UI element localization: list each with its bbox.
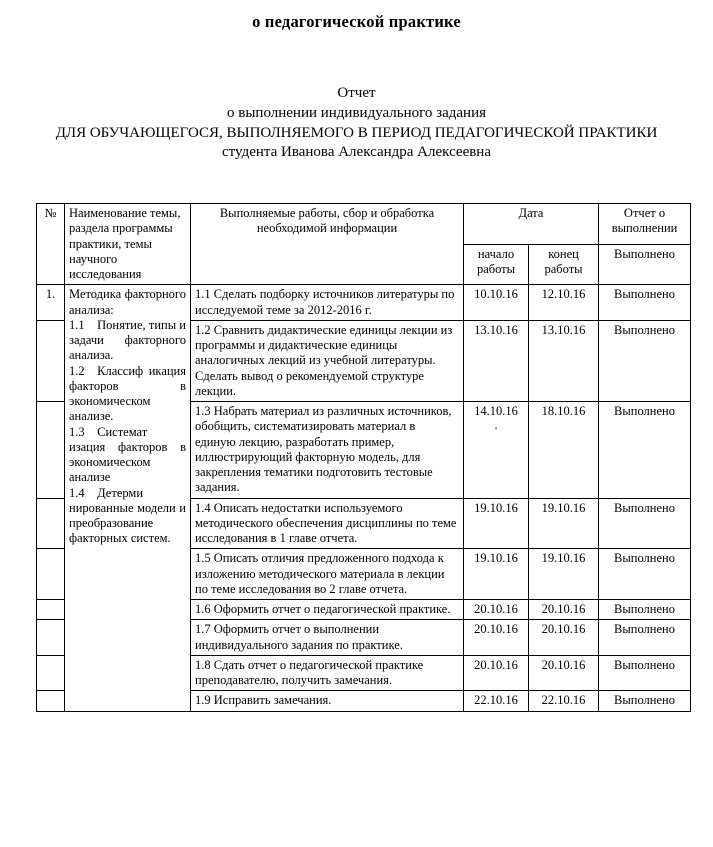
date-start: [464, 600, 529, 620]
date-start-value: 14.10.16: [474, 404, 518, 418]
date-end: 18.10.16: [529, 402, 599, 499]
theme-name-paragraph: 1.1 Понятие, типы и задачи факторного анализа.: [69, 317, 186, 363]
theme-name-paragraph: 1.4 Детерми нированные модели и преобразование факторных систем.: [69, 485, 186, 546]
date-start: [464, 655, 529, 691]
header-report-value: Выполнено: [599, 244, 691, 285]
work-description: 1.7 Оформить отчет о выполнении индивидуального задания по практике.: [191, 620, 464, 656]
title-line-caps: ДЛЯ ОБУЧАЮЩЕГОСЯ, ВЫПОЛНЯЕМОГО В ПЕРИОД ПЕДАГОГИЧЕСКОЙ ПРАКТИКИ: [55, 124, 658, 141]
date-start: [464, 285, 529, 321]
completion-status: Выполнено: [599, 620, 691, 656]
header-date-group: Дата: [464, 204, 599, 245]
title-line-student: студента Иванова Александра Алексеевна: [222, 144, 491, 161]
date-start-value: 13.10.16: [474, 322, 518, 337]
work-description: 1.3 Набрать материал из различных источников, обобщить, систематизировать материал в единую лекцию, разработать пример, иллюстрирующий факторную модель, для закрепления тематики подготовить тестовые задания.: [191, 402, 464, 499]
report-table-wrapper: [36, 203, 690, 712]
completion-status: Выполнено: [599, 549, 691, 600]
date-start-value: 20.10.16: [474, 657, 518, 672]
date-end: 12.10.16: [529, 285, 599, 321]
theme-name-cell: [65, 285, 191, 711]
date-start: [464, 549, 529, 600]
date-start: [464, 320, 529, 401]
theme-name-paragraph: 1.2 Классиф икация факторов в экономическом анализе.: [69, 363, 186, 424]
date-start-value: 22.10.16: [474, 693, 518, 708]
row-number: [37, 691, 65, 711]
work-description: 1.8 Сдать отчет о педагогической практике преподавателю, получить замечания.: [191, 655, 464, 691]
completion-status: Выполнено: [599, 285, 691, 321]
completion-status: Выполнено: [599, 691, 691, 711]
table-head: [37, 204, 691, 285]
title-block: [0, 84, 713, 163]
completion-status: Выполнено: [599, 600, 691, 620]
row-number: [37, 655, 65, 691]
date-start-value: 10.10.16: [474, 287, 518, 302]
date-start-value: 20.10.16: [474, 622, 518, 637]
date-start: [464, 620, 529, 656]
date-start: [464, 402, 529, 499]
completion-status: Выполнено: [599, 498, 691, 549]
date-end: 19.10.16: [529, 498, 599, 549]
date-end: 13.10.16: [529, 320, 599, 401]
work-description: 1.2 Сравнить дидактические единицы лекции из программы и дидактические единицы аналогичных лекций из учебной литературы. Сделать вывод о рекомендуемой структуре лекции.: [191, 320, 464, 401]
title-line-subject: о выполнении индивидуального задания: [227, 104, 486, 121]
row-number: [37, 620, 65, 656]
completion-status: Выполнено: [599, 402, 691, 499]
running-head: о педагогической практике: [252, 12, 461, 31]
row-number: 1.: [37, 285, 65, 321]
date-start: [464, 691, 529, 711]
date-start-value: 20.10.16: [474, 602, 518, 616]
row-number: [37, 320, 65, 401]
table-body: [37, 285, 691, 711]
work-description: 1.4 Описать недостатки используемого методического обеспечения дисциплины по теме исследования в 1 главе отчета.: [191, 498, 464, 549]
row-number: [37, 549, 65, 600]
row-number: [37, 498, 65, 549]
row-number: [37, 600, 65, 620]
report-table: [36, 203, 691, 712]
header-num: №: [37, 204, 65, 285]
theme-name-paragraph: Методика факторного анализа:: [69, 287, 186, 317]
header-date-start: начало работы: [464, 244, 529, 285]
date-start-value: 19.10.16: [474, 500, 518, 515]
date-end: 22.10.16: [529, 691, 599, 711]
date-start-value: 19.10.16: [474, 551, 518, 566]
work-description: 1.9 Исправить замечания.: [191, 691, 464, 711]
table-row: [37, 285, 691, 321]
header-report-group: Отчет о выполнении: [599, 204, 691, 245]
work-description: 1.6 Оформить отчет о педагогической практике.: [191, 600, 464, 620]
theme-name-paragraph: 1.3 Системат изация факторов в экономическом анализе: [69, 424, 186, 485]
header-works: Выполняемые работы, сбор и обработка необходимой информации: [191, 204, 464, 285]
row-number: [37, 402, 65, 499]
date-start: [464, 498, 529, 549]
work-description: 1.1 Сделать подборку источников литературы по исследуемой теме за 2012-2016 г.: [191, 285, 464, 321]
table-header-row-1: [37, 204, 691, 245]
completion-status: Выполнено: [599, 320, 691, 401]
date-end: 20.10.16: [529, 620, 599, 656]
date-start-extra: .: [494, 418, 498, 433]
date-end: 19.10.16: [529, 549, 599, 600]
work-description: 1.5 Описать отличия предложенного подхода к изложению методического материала в лекции по теме исследования во 2 главе отчета.: [191, 549, 464, 600]
completion-status: Выполнено: [599, 655, 691, 691]
date-end: 20.10.16: [529, 600, 599, 620]
date-end: 20.10.16: [529, 655, 599, 691]
title-line-report: Отчет: [337, 85, 376, 101]
header-date-end: конец работы: [529, 244, 599, 285]
header-name: Наименование темы, раздела программы практики, темы научного исследования: [65, 204, 191, 285]
